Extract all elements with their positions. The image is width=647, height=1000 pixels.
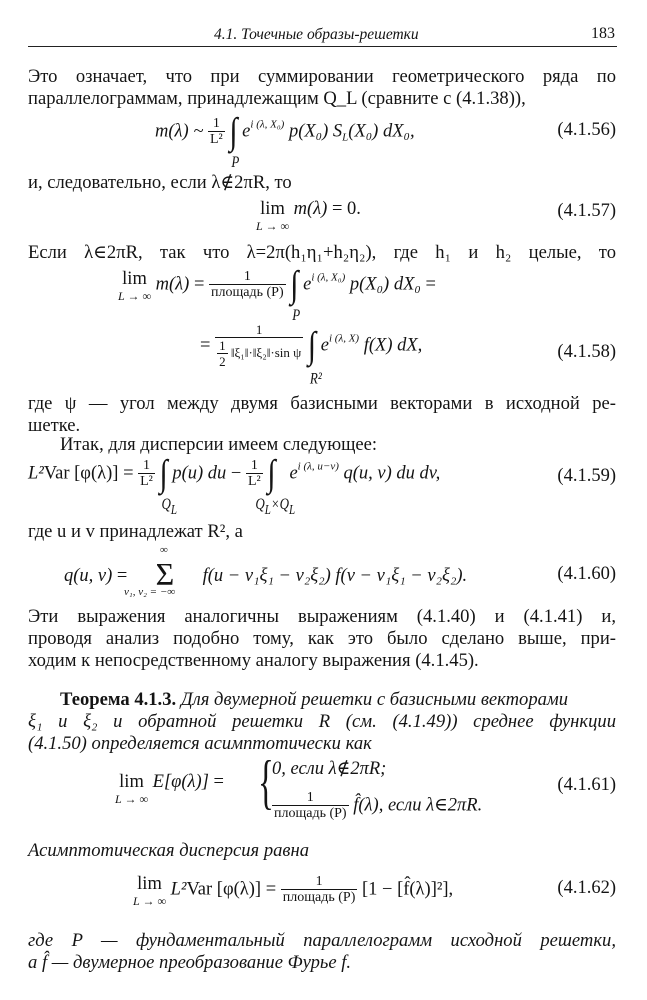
equation-number: (4.1.60): [557, 564, 616, 584]
theorem-label: Теорема 4.1.3.: [60, 689, 177, 710]
equation-4-1-58-part2: = 1 $\frac{1}{2}$ ‖ξ₁‖·‖ξ₂‖·sin ψ ∫ R² $e^{i (\lambda, X)}$ f(X) dX,: [200, 322, 423, 388]
equation-4-1-62: lim L → ∞ L²Var [φ(λ)] = $\frac{1}{\text{площадь (P)}}$ [1 − [f̂(λ)]²],: [133, 874, 454, 908]
final-line-1: где P — фундаментальный параллелограмм исходной решетки,: [28, 930, 616, 951]
equation-4-1-60: q(u, v) = ∞ Σ ν₁, ν₂ = −∞ f(u − ν₁ξ₁ − ν₂ξ₂) f(v − ν₁ξ₁ − ν₂ξ₂).: [64, 544, 468, 598]
text-line-7: где u и v принадлежат R², а: [28, 521, 243, 542]
text-line-8: Эти выражения аналогичны выражениям (4.1.40) и (4.1.41) и,: [28, 606, 616, 627]
text-line-2: параллелограммам, принадлежащим Q_L (сравните с (4.1.38)),: [28, 88, 526, 109]
equation-number: (4.1.61): [557, 775, 616, 795]
equation-4-1-57: lim L → ∞ m(λ) = 0.: [256, 199, 361, 233]
page-number: 183: [591, 25, 615, 42]
section-title: 4.1. Точечные образы-решетки: [214, 26, 419, 43]
text-asymptotic: Асимптотическая дисперсия равна: [28, 840, 310, 861]
theorem-line-1: [60, 689, 616, 711]
text-line-4: Если λ∈2πR, так что λ=2π(h₁η₁+h₂η₂), где h₁ и h₂ целые, то: [28, 242, 616, 263]
theorem-line-3: (4.1.50) определяется асимптотически как: [28, 733, 372, 754]
text-line-3: и, следовательно, если λ∉2πR, то: [28, 172, 292, 193]
text-line-5a: где ψ — угол между двумя базисными векторами в исходной ре-: [28, 393, 616, 414]
text-line-9: проводя анализ подобно тому, как это было сделано выше, при-: [28, 628, 616, 649]
equation-4-1-61-case2: $\frac{1}{\text{площадь (P)}}$ f̂(λ), если λ∈2πR.: [274, 790, 483, 821]
equation-number: (4.1.59): [557, 466, 616, 486]
theorem-line-2: ξ₁ и ξ₂ и обратной решетки R (см. (4.1.49)) среднее функции: [28, 711, 616, 732]
equation-4-1-61-case1: 0, если λ∉2πR;: [272, 759, 387, 779]
equation-number: (4.1.56): [557, 120, 616, 140]
equation-number: (4.1.62): [557, 878, 616, 898]
theorem-text-1: Для двумерной решетки с базисными векторами: [180, 689, 569, 710]
equation-number: (4.1.58): [557, 342, 616, 362]
equation-4-1-58-part1: lim L → ∞ m(λ) = $\frac{1}{\text{площадь (P)}}$ ∫ P $e^{i (\lambda, X_0)}$ p(X₀) dX₀ =: [118, 263, 436, 324]
text-line-10: ходим к непосредственному аналогу выражения (4.1.45).: [28, 650, 479, 671]
cases-brace: {: [258, 749, 274, 815]
text-line-1: Это означает, что при суммировании геометрического ряда по: [28, 66, 616, 87]
equation-4-1-61: lim L → ∞ E[φ(λ)] =: [115, 772, 224, 806]
final-line-2: a f̂ — двумерное преобразование Фурье f.: [28, 952, 352, 973]
equation-number: (4.1.57): [557, 201, 616, 221]
text-line-5b: шетке.: [28, 415, 81, 436]
equation-4-1-59: L²Var [φ(λ)] = $\frac{1}{\text{L²}}$ ∫ $Q_L$ p(u) du − $\frac{1}{\text{L²}}$ ∫ $Q_L\times Q_L$ $e^{i (\lambda, u-v)}$ q(u, v) du dv,: [28, 452, 441, 518]
text-line-6: Итак, для дисперсии имеем следующее:: [60, 434, 378, 455]
running-header: [28, 22, 617, 46]
header-rule: [28, 46, 617, 47]
equation-4-1-56: m(λ) ~ $\frac{1}{\text{L²}}$ ∫ P $e^{i (\lambda, X_0)}$ p(X₀) $S_L(X_0)$ dX₀,: [155, 110, 415, 171]
